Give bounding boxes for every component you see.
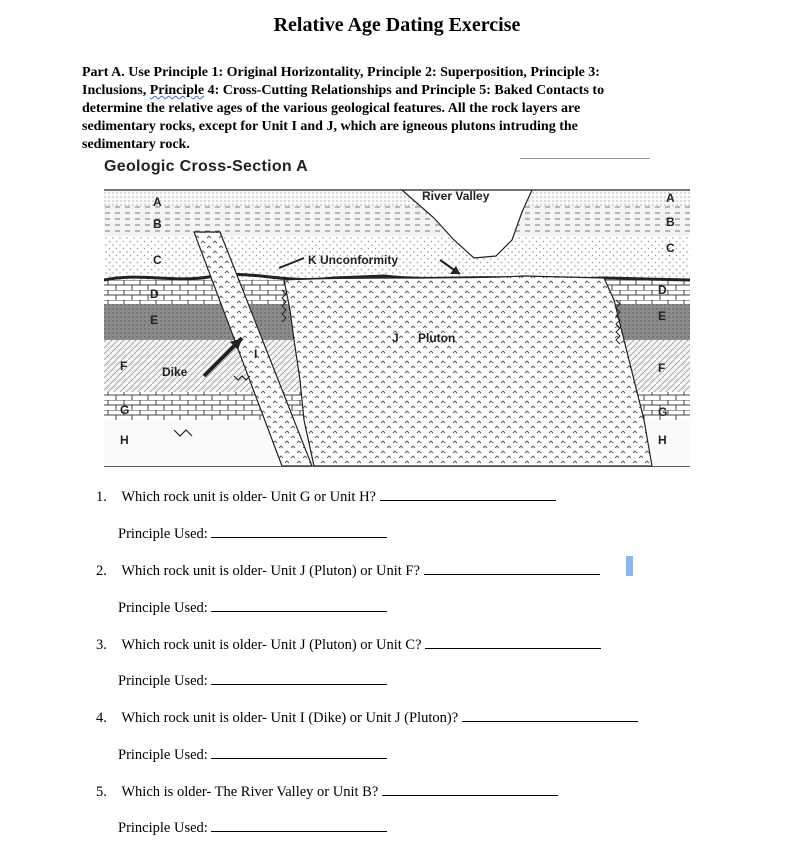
label-a: A <box>153 195 162 209</box>
label-h-right: H <box>658 433 667 447</box>
text-cursor-highlight <box>626 556 633 576</box>
question-number: 3. <box>96 637 107 653</box>
principle-blank[interactable] <box>211 744 387 759</box>
instructions-paragraph <box>82 64 702 154</box>
instructions-line: sedimentary rocks, except for Unit I and J, which are igneous plutons intruding the <box>82 119 578 134</box>
question-number: 4. <box>96 710 107 726</box>
layer-a <box>104 190 690 206</box>
question-4 <box>96 707 638 727</box>
answer-blank[interactable] <box>380 486 556 501</box>
label-pluton-j: J <box>392 331 399 345</box>
principle-blank[interactable] <box>211 817 387 832</box>
label-i: I <box>254 347 258 361</box>
principle-row-5 <box>118 817 387 837</box>
question-5 <box>96 781 558 801</box>
pluton-j <box>284 276 652 466</box>
label-f: F <box>120 359 128 373</box>
label-d-right: D <box>658 283 667 297</box>
label-c-right: C <box>666 241 675 255</box>
instructions-line: determine the relative ages of the various geological features. All the rock layers are <box>82 101 581 116</box>
label-f-right: F <box>658 361 666 375</box>
principle-row-2 <box>118 597 387 617</box>
question-3 <box>96 634 601 654</box>
question-1 <box>96 486 556 506</box>
answer-blank[interactable] <box>424 560 600 575</box>
question-text: Which is older- The River Valley or Unit B? <box>121 784 379 800</box>
instructions-line: Part A. Use Principle 1: Original Horizontality, Principle 2: Superposition, Principle 3: <box>82 65 600 80</box>
label-b: B <box>153 217 162 231</box>
question-number: 5. <box>96 784 107 800</box>
instructions-text: 4: Cross-Cutting Relationships and Principle 5: Baked Contacts to <box>204 83 605 98</box>
question-number: 2. <box>96 563 107 579</box>
layer-b <box>104 206 690 236</box>
label-pluton: Pluton <box>418 331 456 345</box>
label-river-valley: River Valley <box>422 189 490 203</box>
label-g-right: G <box>658 405 668 419</box>
instructions-text: Inclusions, <box>82 83 150 98</box>
question-text: Which rock unit is older- Unit J (Pluton) or Unit C? <box>121 637 422 653</box>
label-e: E <box>150 313 159 327</box>
label-dike: Dike <box>162 365 188 379</box>
label-a-right: A <box>666 191 675 205</box>
answer-blank[interactable] <box>462 707 638 722</box>
principle-label: Principle Used: <box>118 820 208 836</box>
divider <box>520 158 650 159</box>
cross-section-title: Geologic Cross-Section A <box>104 158 308 175</box>
instructions-line: sedimentary rock. <box>82 137 190 152</box>
label-c: C <box>153 253 162 267</box>
answer-blank[interactable] <box>425 634 601 649</box>
principle-label: Principle Used: <box>118 673 208 689</box>
principle-label: Principle Used: <box>118 600 208 616</box>
principle-label: Principle Used: <box>118 747 208 763</box>
principle-blank[interactable] <box>211 670 387 685</box>
principle-blank[interactable] <box>211 597 387 612</box>
geologic-cross-section-figure <box>104 180 690 468</box>
question-text: Which rock unit is older- Unit I (Dike) or Unit J (Pluton)? <box>121 710 459 726</box>
document-title: Relative Age Dating Exercise <box>273 14 521 36</box>
principle-blank[interactable] <box>211 523 387 538</box>
question-text: Which rock unit is older- Unit G or Unit H? <box>121 489 376 505</box>
label-b-right: B <box>666 215 675 229</box>
label-d: D <box>150 287 159 301</box>
label-e-right: E <box>658 309 667 323</box>
principle-row-1 <box>118 523 387 543</box>
principle-label: Principle Used: <box>118 526 208 542</box>
label-g: G <box>120 403 130 417</box>
question-number: 1. <box>96 489 107 505</box>
question-2 <box>96 560 600 580</box>
label-unconformity: K Unconformity <box>308 253 398 267</box>
spellcheck-underlined-word: Principle <box>149 83 205 98</box>
question-text: Which rock unit is older- Unit J (Pluton) or Unit F? <box>121 563 420 579</box>
principle-row-4 <box>118 744 387 764</box>
principle-row-3 <box>118 670 387 690</box>
instructions-line <box>82 82 702 100</box>
answer-blank[interactable] <box>382 781 558 796</box>
label-h: H <box>120 433 129 447</box>
